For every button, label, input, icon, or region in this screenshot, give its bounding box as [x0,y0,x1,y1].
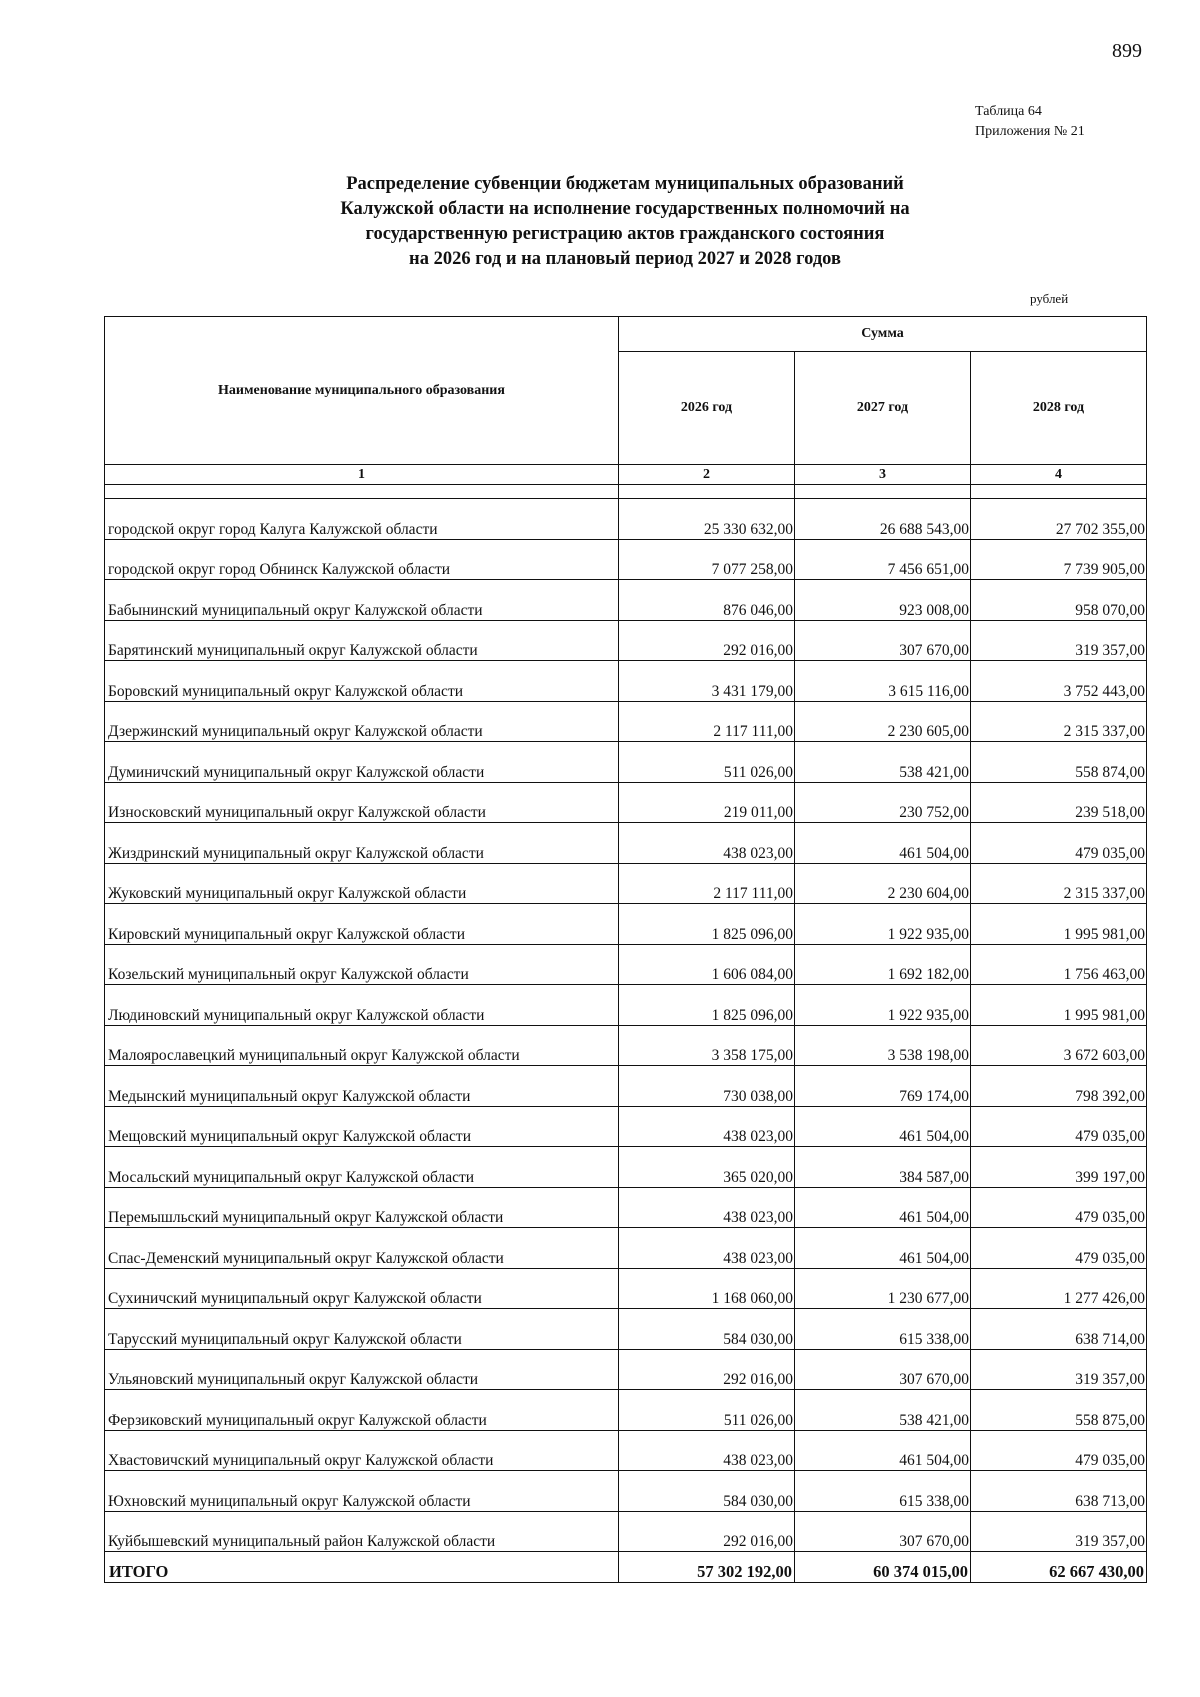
value-2027: 615 338,00 [795,1471,971,1512]
value-2026: 7 077 258,00 [619,539,795,580]
value-2027: 384 587,00 [795,1147,971,1188]
table-body [105,499,1147,1552]
municipality-name: Ульяновский муниципальный округ Калужской области [105,1349,619,1390]
value-2027: 3 538 198,00 [795,1025,971,1066]
value-2028: 638 714,00 [971,1309,1147,1350]
municipality-name: Спас-Деменский муниципальный округ Калужской области [105,1228,619,1269]
value-2028: 1 995 981,00 [971,904,1147,945]
value-2026: 365 020,00 [619,1147,795,1188]
table-number: Таблица 64 [975,104,1042,119]
value-2027: 461 504,00 [795,1106,971,1147]
title-line: государственную регистрацию актов гражданского состояния [365,224,885,244]
value-2027: 769 174,00 [795,1066,971,1107]
value-2027: 307 670,00 [795,1511,971,1552]
value-2026: 3 431 179,00 [619,661,795,702]
value-2026: 438 023,00 [619,823,795,864]
column-number: 1 [105,465,619,485]
value-2027: 1 922 935,00 [795,904,971,945]
value-2027: 1 922 935,00 [795,985,971,1026]
appendix-number: Приложения № 21 [975,124,1085,139]
municipality-name: Людиновский муниципальный округ Калужской области [105,985,619,1026]
value-2026: 511 026,00 [619,1390,795,1431]
value-2028: 958 070,00 [971,580,1147,621]
municipality-name: городской округ город Калуга Калужской области [105,499,619,540]
municipality-name: Куйбышевский муниципальный район Калужской области [105,1511,619,1552]
municipality-name: Барятинский муниципальный округ Калужской области [105,620,619,661]
table-row [105,620,1147,661]
value-2028: 3 672 603,00 [971,1025,1147,1066]
table-row [105,782,1147,823]
table-reference [975,102,1085,142]
value-2027: 3 615 116,00 [795,661,971,702]
municipality-name: Жиздринский муниципальный округ Калужской области [105,823,619,864]
value-2028: 239 518,00 [971,782,1147,823]
header-name: Наименование муниципального образования [105,317,619,465]
value-2027: 307 670,00 [795,620,971,661]
value-2028: 2 315 337,00 [971,701,1147,742]
column-number: 3 [795,465,971,485]
municipality-name: Жуковский муниципальный округ Калужской области [105,863,619,904]
page-number: 899 [1112,40,1142,62]
value-2026: 584 030,00 [619,1471,795,1512]
header-year-2027: 2027 год [795,352,971,465]
municipality-name: Юхновский муниципальный округ Калужской области [105,1471,619,1512]
column-number: 2 [619,465,795,485]
value-2026: 1 606 084,00 [619,944,795,985]
value-2028: 479 035,00 [971,1430,1147,1471]
table-row [105,863,1147,904]
value-2026: 438 023,00 [619,1106,795,1147]
value-2026: 1 168 060,00 [619,1268,795,1309]
value-2027: 461 504,00 [795,823,971,864]
column-number: 4 [971,465,1147,485]
municipality-name: Медынский муниципальный округ Калужской области [105,1066,619,1107]
value-2027: 307 670,00 [795,1349,971,1390]
value-2027: 461 504,00 [795,1187,971,1228]
value-2028: 27 702 355,00 [971,499,1147,540]
value-2026: 219 011,00 [619,782,795,823]
value-2028: 638 713,00 [971,1471,1147,1512]
value-2026: 438 023,00 [619,1187,795,1228]
value-2026: 438 023,00 [619,1430,795,1471]
header-year-2028: 2028 год [971,352,1147,465]
value-2026: 25 330 632,00 [619,499,795,540]
value-2028: 1 277 426,00 [971,1268,1147,1309]
value-2027: 615 338,00 [795,1309,971,1350]
value-2026: 292 016,00 [619,1349,795,1390]
municipality-name: Перемышльский муниципальный округ Калужской области [105,1187,619,1228]
value-2027: 2 230 605,00 [795,701,971,742]
table-row [105,539,1147,580]
currency-unit: рублей [1030,291,1069,306]
municipality-name: Сухиничский муниципальный округ Калужской области [105,1268,619,1309]
table-row [105,1187,1147,1228]
value-2028: 7 739 905,00 [971,539,1147,580]
table-row [105,1309,1147,1350]
table-row [105,1025,1147,1066]
value-2028: 3 752 443,00 [971,661,1147,702]
municipality-name: Малоярославецкий муниципальный округ Калужской области [105,1025,619,1066]
total-row [105,1552,1147,1583]
municipality-name: Хвастовичский муниципальный округ Калужской области [105,1430,619,1471]
municipality-name: Износковский муниципальный округ Калужской области [105,782,619,823]
title-line: Распределение субвенции бюджетам муниципальных образований [346,174,904,194]
municipality-name: Боровский муниципальный округ Калужской области [105,661,619,702]
value-2028: 319 357,00 [971,620,1147,661]
municipality-name: Мещовский муниципальный округ Калужской области [105,1106,619,1147]
table-row [105,499,1147,540]
value-2026: 3 358 175,00 [619,1025,795,1066]
table-row [105,985,1147,1026]
municipality-name: Мосальский муниципальный округ Калужской области [105,1147,619,1188]
table-row [105,823,1147,864]
table-row [105,661,1147,702]
table-row [105,944,1147,985]
table-row [105,701,1147,742]
value-2026: 1 825 096,00 [619,985,795,1026]
table-row [105,1228,1147,1269]
municipality-name: Дзержинский муниципальный округ Калужской области [105,701,619,742]
municipality-name: Тарусский муниципальный округ Калужской области [105,1309,619,1350]
total-2026: 57 302 192,00 [619,1552,795,1583]
value-2028: 479 035,00 [971,1106,1147,1147]
table-row [105,1430,1147,1471]
total-2027: 60 374 015,00 [795,1552,971,1583]
value-2026: 2 117 111,00 [619,701,795,742]
municipality-name: Ферзиковский муниципальный округ Калужской области [105,1390,619,1431]
value-2028: 1 756 463,00 [971,944,1147,985]
table-row [105,1147,1147,1188]
value-2027: 2 230 604,00 [795,863,971,904]
table-row [105,1349,1147,1390]
value-2028: 798 392,00 [971,1066,1147,1107]
municipality-name: Козельский муниципальный округ Калужской области [105,944,619,985]
value-2026: 730 038,00 [619,1066,795,1107]
table-row [105,1066,1147,1107]
subvention-table [104,316,1147,1583]
value-2028: 319 357,00 [971,1349,1147,1390]
title-line: Калужской области на исполнение государственных полномочий на [340,199,910,219]
total-2028: 62 667 430,00 [971,1552,1147,1583]
municipality-name: городской округ город Обнинск Калужской области [105,539,619,580]
table-row [105,1471,1147,1512]
value-2026: 438 023,00 [619,1228,795,1269]
table-row [105,1511,1147,1552]
table-row [105,742,1147,783]
value-2027: 230 752,00 [795,782,971,823]
value-2028: 558 874,00 [971,742,1147,783]
title-line: на 2026 год и на плановый период 2027 и 2028 годов [409,249,841,269]
header-sum: Сумма [619,317,1147,352]
value-2027: 1 692 182,00 [795,944,971,985]
value-2027: 461 504,00 [795,1228,971,1269]
value-2026: 292 016,00 [619,1511,795,1552]
municipality-name: Кировский муниципальный округ Калужской области [105,904,619,945]
value-2026: 1 825 096,00 [619,904,795,945]
value-2027: 923 008,00 [795,580,971,621]
value-2026: 2 117 111,00 [619,863,795,904]
value-2028: 1 995 981,00 [971,985,1147,1026]
table-row [105,1268,1147,1309]
value-2027: 1 230 677,00 [795,1268,971,1309]
value-2028: 479 035,00 [971,823,1147,864]
value-2028: 479 035,00 [971,1228,1147,1269]
table-row [105,1106,1147,1147]
value-2028: 479 035,00 [971,1187,1147,1228]
header-year-2026: 2026 год [619,352,795,465]
table-row [105,580,1147,621]
value-2026: 876 046,00 [619,580,795,621]
value-2027: 461 504,00 [795,1430,971,1471]
value-2027: 538 421,00 [795,742,971,783]
value-2027: 7 456 651,00 [795,539,971,580]
value-2026: 511 026,00 [619,742,795,783]
value-2026: 584 030,00 [619,1309,795,1350]
value-2028: 558 875,00 [971,1390,1147,1431]
municipality-name: Думиничский муниципальный округ Калужской области [105,742,619,783]
value-2027: 538 421,00 [795,1390,971,1431]
table-row [105,904,1147,945]
municipality-name: Бабынинский муниципальный округ Калужской области [105,580,619,621]
table-row [105,1390,1147,1431]
value-2028: 2 315 337,00 [971,863,1147,904]
document-title [160,172,1090,272]
total-label: ИТОГО [105,1552,619,1583]
value-2028: 399 197,00 [971,1147,1147,1188]
value-2027: 26 688 543,00 [795,499,971,540]
value-2028: 319 357,00 [971,1511,1147,1552]
value-2026: 292 016,00 [619,620,795,661]
